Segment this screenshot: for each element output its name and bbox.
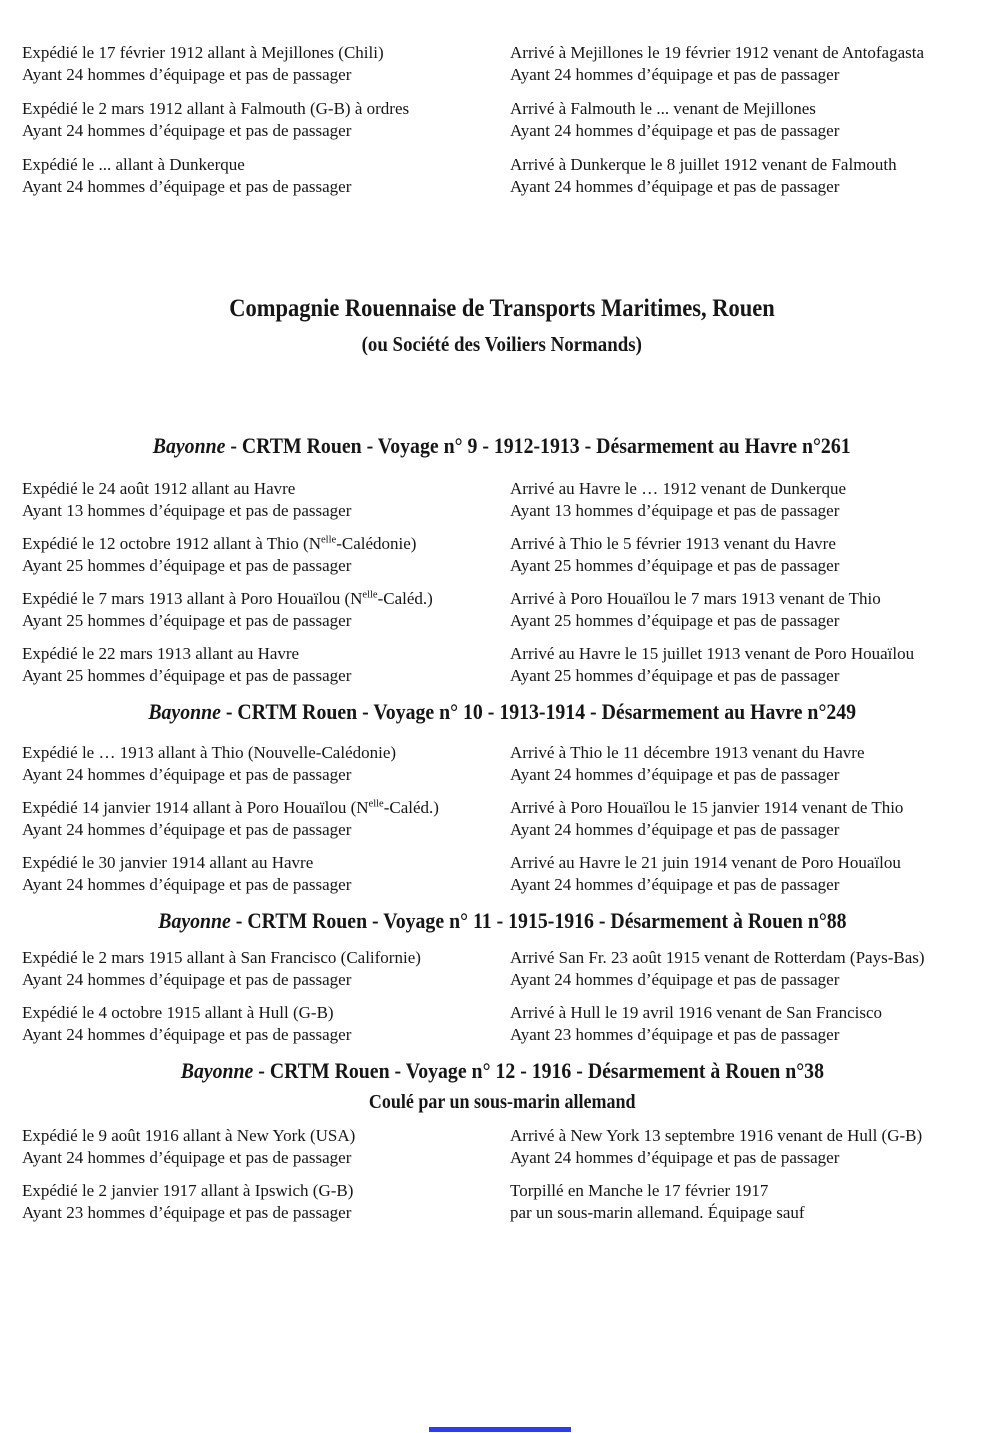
entry-row [22,533,982,577]
voyage-9-entries [22,478,982,687]
departure-line-1: Expédié le 30 janvier 1914 allant au Havre [22,853,314,872]
arrival-line-1: Arrivé à Falmouth le ... venant de Mejillones [510,99,816,118]
voyage-heading-10 [22,698,982,726]
departure-line-2: Ayant 25 hommes d’équipage et pas de passager [22,611,352,630]
departure-entry [22,42,510,86]
ship-name: Bayonne [157,908,231,933]
voyage-heading-text: - CRTM Rouen - Voyage n° 10 - 1913-1914 - Désarmement au Havre n°249 [220,699,856,724]
arrival-line-2: Ayant 25 hommes d’équipage et pas de passager [510,666,840,685]
arrival-line-2: Ayant 24 hommes d’équipage et pas de passager [510,875,840,894]
ship-name: Bayonne [180,1058,253,1083]
departure-line-2: Ayant 24 hommes d’équipage et pas de passager [22,820,352,839]
voyage-10-entries [22,742,982,896]
arrival-line-1: Arrivé à Mejillones le 19 février 1912 venant de Antofagasta [510,43,925,62]
arrival-entry [510,478,982,522]
arrival-line-2: Ayant 24 hommes d’équipage et pas de passager [510,65,840,84]
arrival-line-1: Arrivé à Thio le 5 février 1913 venant du Havre [510,534,836,553]
voyage-12-entries [22,1125,982,1224]
entry-row [22,1180,982,1224]
arrival-line-1: Arrivé San Fr. 23 août 1915 venant de Rotterdam (Pays-Bas) [510,948,925,967]
company-title-text: Compagnie Rouennaise de Transports Maritimes, Rouen [229,295,775,322]
arrival-line-1: Arrivé à New York 13 septembre 1916 venant de Hull (G-B) [510,1126,923,1145]
footer-accent-bar [429,1427,571,1432]
arrival-line-2: Ayant 24 hommes d’équipage et pas de passager [510,121,840,140]
departure-line-2: Ayant 24 hommes d’équipage et pas de passager [22,121,352,140]
departure-line-2: Ayant 25 hommes d’équipage et pas de passager [22,666,352,685]
arrival-line-2: Ayant 24 hommes d’équipage et pas de passager [510,1148,840,1167]
departure-entry [22,98,510,142]
arrival-entry [510,154,982,198]
departure-line-2: Ayant 24 hommes d’équipage et pas de passager [22,1025,352,1044]
ship-name: Bayonne [153,433,226,458]
entry-row [22,852,982,896]
departure-line-2: Ayant 24 hommes d’équipage et pas de passager [22,875,352,894]
departure-line-1: Expédié le 22 mars 1913 allant au Havre [22,644,300,663]
departure-entry [22,588,510,632]
arrival-line-1: Arrivé au Havre le … 1912 venant de Dunkerque [510,479,847,498]
arrival-line-1: Arrivé à Dunkerque le 8 juillet 1912 venant de Falmouth [510,155,897,174]
departure-entry [22,742,510,786]
entry-row [22,588,982,632]
preamble-entries [22,42,982,198]
entry-row [22,797,982,841]
arrival-line-2: Ayant 24 hommes d’équipage et pas de passager [510,970,840,989]
arrival-entry [510,588,982,632]
departure-line-2: Ayant 13 hommes d’équipage et pas de passager [22,501,352,520]
departure-line-1: Expédié le 12 octobre 1912 allant à Thio $(N^{elle}-Calédonie)$ [22,534,417,553]
arrival-entry [510,1180,982,1224]
departure-entry [22,797,510,841]
departure-line-2: Ayant 23 hommes d’équipage et pas de passager [22,1203,352,1222]
departure-line-2: Ayant 24 hommes d’équipage et pas de passager [22,65,352,84]
arrival-line-1: Arrivé au Havre le 21 juin 1914 venant de Poro Houaïlou [510,853,901,872]
arrival-line-1: Arrivé à Poro Houaïlou le 15 janvier 1914 venant de Thio [510,798,904,817]
entry-row [22,42,982,86]
departure-line-1: Expédié 14 janvier 1914 allant à Poro Houaïlou $(N^{elle}-Caléd.)$ [22,798,439,817]
entry-row [22,1125,982,1169]
voyage-11-entries [22,947,982,1046]
entry-row [22,1002,982,1046]
departure-line-2: Ayant 24 hommes d’équipage et pas de passager [22,177,352,196]
entry-row [22,947,982,991]
departure-line-2: Ayant 24 hommes d’équipage et pas de passager [22,765,352,784]
entry-row [22,478,982,522]
voyage-12-subtitle-text: Coulé par un sous-marin allemand [368,1091,636,1113]
departure-entry [22,947,510,991]
departure-line-1: Expédié le 17 février 1912 allant à Mejillones (Chili) [22,43,384,62]
arrival-line-1: Arrivé au Havre le 15 juillet 1913 venant de Poro Houaïlou [510,644,915,663]
entry-row [22,742,982,786]
departure-line-2: Ayant 25 hommes d’équipage et pas de passager [22,556,352,575]
company-subtitle-text: (ou Société des Voiliers Normands) [361,332,643,356]
arrival-line-2: Ayant 24 hommes d’équipage et pas de passager [510,177,840,196]
departure-line-1: Expédié le 2 mars 1912 allant à Falmouth (G-B) à ordres [22,99,410,118]
arrival-entry [510,852,982,896]
arrival-entry [510,98,982,142]
arrival-entry [510,947,982,991]
arrival-entry [510,797,982,841]
arrival-entry [510,533,982,577]
arrival-line-2: Ayant 24 hommes d’équipage et pas de passager [510,765,840,784]
departure-line-1: Expédié le ... allant à Dunkerque [22,155,245,174]
departure-line-1: Expédié le 9 août 1916 allant à New York (USA) [22,1126,356,1145]
voyage-12-subtitle [22,1089,982,1115]
arrival-line-2: Ayant 13 hommes d’équipage et pas de passager [510,501,840,520]
arrival-line-2: Ayant 24 hommes d’équipage et pas de passager [510,820,840,839]
departure-entry [22,1125,510,1169]
departure-entry [22,852,510,896]
arrival-line-2: Ayant 23 hommes d’équipage et pas de passager [510,1025,840,1044]
departure-entry [22,533,510,577]
departure-line-1: Expédié le 2 mars 1915 allant à San Francisco (Californie) [22,948,421,967]
arrival-entry [510,42,982,86]
departure-line-2: Ayant 24 hommes d’équipage et pas de passager [22,970,352,989]
voyage-heading-text: - CRTM Rouen - Voyage n° 9 - 1912-1913 - Désarmement au Havre n°261 [225,433,851,458]
arrival-line-1: Torpillé en Manche le 17 février 1917 [510,1181,769,1200]
departure-entry [22,1180,510,1224]
voyage-heading-9 [22,432,982,460]
departure-line-1: Expédié le 4 octobre 1915 allant à Hull (G-B) [22,1003,334,1022]
departure-line-1: Expédié le 2 janvier 1917 allant à Ipswich (G-B) [22,1181,354,1200]
voyage-heading-12 [22,1057,982,1085]
entry-row [22,98,982,142]
entry-row [22,643,982,687]
entry-row [22,154,982,198]
arrival-entry [510,742,982,786]
arrival-line-1: Arrivé à Hull le 19 avril 1916 venant de San Francisco [510,1003,883,1022]
departure-entry [22,643,510,687]
departure-line-1: Expédié le 7 mars 1913 allant à Poro Houaïlou $(N^{elle}-Caléd.)$ [22,589,433,608]
company-title [22,294,982,323]
arrival-line-2: par un sous-marin allemand. Équipage sauf [510,1203,805,1222]
arrival-line-2: Ayant 25 hommes d’équipage et pas de passager [510,556,840,575]
arrival-entry [510,643,982,687]
departure-entry [22,478,510,522]
arrival-entry [510,1002,982,1046]
arrival-line-1: Arrivé à Thio le 11 décembre 1913 venant du Havre [510,743,865,762]
arrival-line-2: Ayant 25 hommes d’équipage et pas de passager [510,611,840,630]
departure-entry [22,154,510,198]
voyage-heading-text: - CRTM Rouen - Voyage n° 11 - 1915-1916 - Désarmement à Rouen n°88 [230,908,847,933]
departure-line-1: Expédié le 24 août 1912 allant au Havre [22,479,296,498]
company-subtitle [22,332,982,356]
departure-line-2: Ayant 24 hommes d’équipage et pas de passager [22,1148,352,1167]
departure-line-1: Expédié le … 1913 allant à Thio (Nouvelle-Calédonie) [22,743,397,762]
voyage-heading-text: - CRTM Rouen - Voyage n° 12 - 1916 - Désarmement à Rouen n°38 [252,1058,824,1083]
voyage-heading-11 [22,907,982,935]
departure-entry [22,1002,510,1046]
arrival-line-1: Arrivé à Poro Houaïlou le 7 mars 1913 venant de Thio [510,589,881,608]
arrival-entry [510,1125,982,1169]
ship-name: Bayonne [148,699,221,724]
